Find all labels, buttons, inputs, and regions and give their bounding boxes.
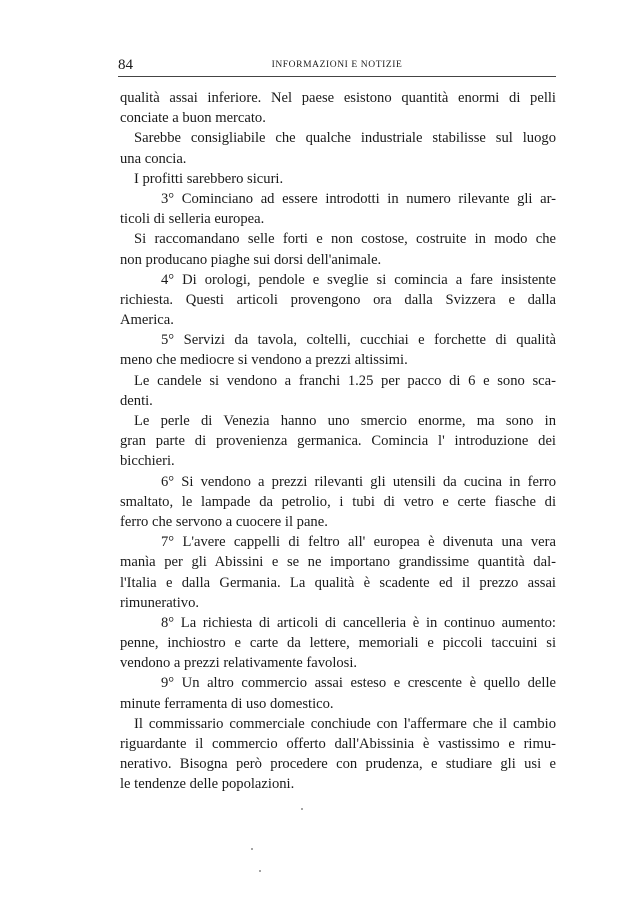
- text-line: ticoli di selleria europea.: [120, 211, 265, 228]
- text-line: gran parte di provenienza germanica. Comincia l' introduzione dei: [120, 433, 556, 450]
- text-line: 5° Servizi da tavola, coltelli, cucchiai e forchette di qualità: [161, 332, 556, 349]
- text-line: bicchieri.: [120, 453, 175, 470]
- text-line: Le candele si vendono a franchi 1.25 per pacco di 6 e sono sca-: [134, 372, 556, 389]
- text-line: non producano piaghe sui dorsi dell'animale.: [120, 251, 382, 268]
- header-rule: [118, 76, 556, 77]
- scan-speck: [301, 808, 303, 810]
- text-line: 7° L'avere cappelli di feltro all' europea è divenuta una vera: [161, 534, 556, 551]
- text-line: America.: [120, 312, 174, 329]
- text-line: 3° Cominciano ad essere introdotti in numero rilevante gli ar-: [161, 190, 556, 207]
- text-line: ferro che servono a cuocere il pane.: [120, 513, 328, 530]
- text-line: Il commissario commerciale conchiude con l'affermare che il cambio: [134, 715, 556, 732]
- text-line: 6° Si vendono a prezzi rilevanti gli utensili da cucina in ferro: [161, 473, 556, 490]
- body-text: [120, 88, 556, 795]
- text-line: penne, inchiostro e carte da lettere, memoriali e piccoli taccuini si: [120, 635, 556, 652]
- page-header: [118, 56, 556, 78]
- text-line: conciate a buon mercato.: [120, 110, 266, 127]
- page-number: 84: [118, 57, 133, 73]
- text-line: riguardante il commercio offerto dall'Abissinia è vastissimo e rimu-: [120, 736, 556, 752]
- text-line: Le perle di Venezia hanno uno smercio enorme, ma sono in: [134, 413, 556, 429]
- text-line: manìa per gli Abissini e se ne importano grandissime quantità dal-: [120, 554, 556, 571]
- scan-speck: [251, 848, 253, 850]
- text-line: denti.: [120, 392, 153, 409]
- scan-speck: [259, 870, 261, 872]
- text-line: smaltato, le lampade da petrolio, i tubi di vetro e certe fiasche di: [120, 493, 556, 510]
- text-line: nerativo. Bisogna però procedere con prudenza, e studiare gli usi e: [120, 756, 556, 773]
- text-line: Si raccomandano selle forti e non costose, costruite in modo che: [134, 231, 556, 248]
- text-line: una concia.: [120, 150, 187, 167]
- text-line: rimunerativo.: [120, 594, 200, 611]
- running-title: INFORMAZIONI E NOTIZIE: [271, 60, 403, 70]
- text-line: 4° Di orologi, pendole e sveglie si comincia a fare insistente: [161, 271, 556, 288]
- text-line: minute ferramenta di uso domestico.: [120, 695, 334, 712]
- text-line: 8° La richiesta di articoli di cancelleria è in continuo aumento:: [161, 614, 556, 631]
- text-line: l'Italia e dalla Germania. La qualità è scadente ed il prezzo assai: [120, 574, 556, 591]
- text-line: qualità assai inferiore. Nel paese esistono quantità enormi di pelli: [120, 90, 556, 106]
- text-line: vendono a prezzi relativamente favolosi.: [120, 655, 358, 672]
- text-line: meno che mediocre si vendono a prezzi altissimi.: [120, 352, 408, 369]
- text-line: I profitti sarebbero sicuri.: [134, 170, 284, 187]
- text-line: 9° Un altro commercio assai esteso e crescente è quello delle: [161, 675, 556, 692]
- text-line: Sarebbe consigliabile che qualche industriale stabilisse sul luogo: [134, 130, 556, 147]
- text-line: le tendenze delle popolazioni.: [120, 776, 295, 793]
- text-line: richiesta. Questi articoli provengono ora dalla Svizzera e dalla: [120, 291, 556, 308]
